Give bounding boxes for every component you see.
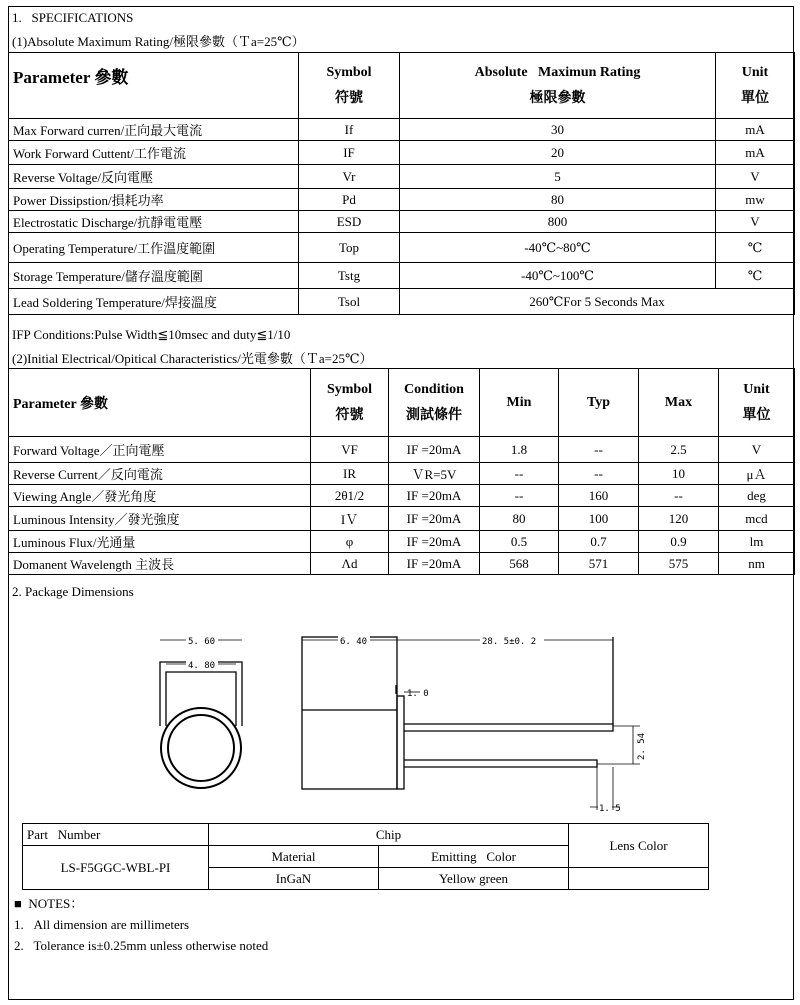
- symbol-header-zh: 符號: [335, 407, 364, 423]
- unit-cell: mw: [716, 189, 795, 211]
- front-outer-circle: [161, 708, 241, 788]
- symbol-cell: IＶ: [311, 507, 389, 531]
- min-cell: 568: [480, 553, 559, 575]
- unit-cell: μＡ: [719, 463, 795, 485]
- dim-lead-len: 28. 5±0. 2: [482, 637, 537, 647]
- parameter-cell: Operating Temperature/工作溫度範圍: [9, 233, 299, 263]
- parameter-cell: Storage Temperature/儲存溫度範圍: [9, 263, 299, 289]
- condition-cell: IF =20mA: [389, 507, 480, 531]
- max-cell: 0.9: [639, 531, 719, 553]
- side-flange: [397, 696, 404, 789]
- side-body: [302, 637, 397, 789]
- section-2-subtitle: (2)Initial Electrical/Opitical Characteristics/光電參數（Ｔa=25℃）: [12, 351, 373, 366]
- symbol-header-en: Symbol: [326, 381, 373, 397]
- rating-cell: -40℃~100℃: [400, 263, 716, 289]
- material-value: InGaN: [209, 868, 379, 890]
- table-header-row: [9, 369, 795, 437]
- min-header: Min: [480, 369, 559, 437]
- parameter-cell: Electrostatic Discharge/抗靜電電壓: [9, 211, 299, 233]
- parameter-cell: Reverse Voltage/反向電壓: [9, 165, 299, 189]
- parameter-header: Parameter 參數: [13, 68, 129, 87]
- max-cell: 575: [639, 553, 719, 575]
- rating-cell: -40℃~80℃: [400, 233, 716, 263]
- condition-header-en: Condition: [404, 381, 464, 397]
- absolute-max-rating-table: [8, 52, 795, 315]
- parameter-cell: Lead Soldering Temperature/焊接溫度: [9, 289, 299, 315]
- parameter-cell: Domanent Wavelength 主波長: [9, 553, 311, 575]
- symbol-cell: IF: [299, 141, 400, 165]
- table-row: [9, 437, 795, 463]
- unit-cell: ℃: [716, 233, 795, 263]
- symbol-cell: Tstg: [299, 263, 400, 289]
- table-body: [9, 119, 795, 315]
- table-row: [9, 189, 795, 211]
- max-cell: 10: [639, 463, 719, 485]
- symbol-cell: ESD: [299, 211, 400, 233]
- condition-cell: IF =20mA: [389, 485, 480, 507]
- rating-cell: 260℃For 5 Seconds Max: [400, 289, 795, 315]
- unit-cell: ℃: [716, 263, 795, 289]
- table-row: [9, 507, 795, 531]
- section-1-subtitle: (1)Absolute Maximum Rating/極限參數（Ｔa=25℃）: [12, 34, 305, 49]
- table-body: [9, 437, 795, 575]
- table-header-row: [9, 53, 795, 119]
- unit-cell: deg: [719, 485, 795, 507]
- parameter-header: Parameter 參數: [13, 396, 108, 412]
- condition-header-zh: 測試條件: [406, 407, 462, 423]
- condition-cell: IF =20mA: [389, 531, 480, 553]
- parameter-cell: Power Dissipstion/損耗功率: [9, 189, 299, 211]
- unit-cell: V: [716, 165, 795, 189]
- table-row: [9, 289, 795, 315]
- note-item: 2. Tolerance is±0.25mm unless otherwise noted: [14, 938, 269, 953]
- min-cell: --: [480, 485, 559, 507]
- symbol-cell: Pd: [299, 189, 400, 211]
- table-row: [23, 824, 709, 846]
- symbol-cell: φ: [311, 531, 389, 553]
- parameter-cell: Luminous Flux/光通量: [9, 531, 311, 553]
- max-cell: 2.5: [639, 437, 719, 463]
- dim-flange: 1. 0: [407, 689, 429, 699]
- rating-header-en: Absolute Maximun Rating: [474, 64, 641, 80]
- min-cell: 1.8: [480, 437, 559, 463]
- parameter-cell: Reverse Current／反向電流: [9, 463, 311, 485]
- parameter-cell: Max Forward curren/正向最大電流: [9, 119, 299, 141]
- typ-header: Typ: [559, 369, 639, 437]
- parameter-cell: Work Forward Cuttent/工作電流: [9, 141, 299, 165]
- table-row: [9, 485, 795, 507]
- table-row: [9, 463, 795, 485]
- lens-color-value: [569, 868, 709, 890]
- rating-header-zh: 極限參數: [529, 90, 586, 106]
- symbol-cell: If: [299, 119, 400, 141]
- unit-header-zh: 單位: [742, 407, 771, 423]
- unit-header-zh: 單位: [741, 90, 769, 106]
- min-cell: --: [480, 463, 559, 485]
- symbol-cell: VF: [311, 437, 389, 463]
- typ-cell: 571: [559, 553, 639, 575]
- min-cell: 80: [480, 507, 559, 531]
- front-inner-circle: [168, 715, 234, 781]
- section-3-title: 2. Package Dimensions: [12, 584, 134, 599]
- package-dimension-drawing: [0, 600, 800, 820]
- unit-cell: lm: [719, 531, 795, 553]
- dim-body-len: 6. 40: [340, 637, 368, 647]
- dim-lead-offset: 1. 5: [599, 804, 621, 814]
- typ-cell: 100: [559, 507, 639, 531]
- note-item: 1. All dimension are millimeters: [14, 917, 190, 932]
- emitting-color-label: Emitting Color: [379, 846, 569, 868]
- part-number-label: Part Number: [23, 824, 209, 846]
- rating-cell: 5: [400, 165, 716, 189]
- parameter-cell: Luminous Intensity／發光強度: [9, 507, 311, 531]
- rating-cell: 30: [400, 119, 716, 141]
- part-number-value: LS-F5GGC-WBL-PI: [23, 846, 209, 890]
- symbol-header-zh: 符號: [335, 90, 363, 106]
- unit-cell: nm: [719, 553, 795, 575]
- lead-1: [404, 724, 613, 731]
- rating-cell: 20: [400, 141, 716, 165]
- electro-optical-table: [8, 368, 795, 575]
- table-row: [9, 141, 795, 165]
- table-row: [9, 165, 795, 189]
- symbol-cell: Vr: [299, 165, 400, 189]
- table-row: [9, 263, 795, 289]
- rating-cell: 80: [400, 189, 716, 211]
- condition-cell: ＶR=5V: [389, 463, 480, 485]
- emitting-color-value: Yellow green: [379, 868, 569, 890]
- notes-title: ■ NOTES：: [14, 896, 84, 911]
- lens-color-label: Lens Color: [569, 824, 709, 868]
- chip-label: Chip: [209, 824, 569, 846]
- typ-cell: 160: [559, 485, 639, 507]
- table-row: [9, 531, 795, 553]
- ifp-note: IFP Conditions:Pulse Width≦10msec and duty≦1/10: [12, 327, 291, 342]
- parameter-cell: Forward Voltage／正向電壓: [9, 437, 311, 463]
- lead-2: [404, 760, 597, 767]
- unit-cell: mA: [716, 141, 795, 165]
- symbol-cell: 2θ1/2: [311, 485, 389, 507]
- unit-header-en: Unit: [741, 64, 769, 80]
- dim-inner-dia: 4. 80: [188, 661, 216, 671]
- symbol-cell: Λd: [311, 553, 389, 575]
- typ-cell: --: [559, 437, 639, 463]
- section-1-title: 1. SPECIFICATIONS: [12, 10, 134, 25]
- unit-cell: V: [716, 211, 795, 233]
- rating-cell: 800: [400, 211, 716, 233]
- table-row: [9, 553, 795, 575]
- typ-cell: 0.7: [559, 531, 639, 553]
- table-row: [9, 233, 795, 263]
- typ-cell: --: [559, 463, 639, 485]
- max-header: Max: [639, 369, 719, 437]
- front-inner-outline: [166, 672, 236, 726]
- table-row: [9, 119, 795, 141]
- unit-cell: mA: [716, 119, 795, 141]
- material-label: Material: [209, 846, 379, 868]
- unit-header-en: Unit: [743, 381, 770, 397]
- max-cell: 120: [639, 507, 719, 531]
- symbol-cell: Tsol: [299, 289, 400, 315]
- dim-lead-spacing: 2. 54: [637, 732, 647, 760]
- parameter-cell: Viewing Angle／發光角度: [9, 485, 311, 507]
- min-cell: 0.5: [480, 531, 559, 553]
- unit-cell: V: [719, 437, 795, 463]
- unit-cell: mcd: [719, 507, 795, 531]
- symbol-cell: Top: [299, 233, 400, 263]
- part-number-table: [22, 823, 709, 890]
- table-row: [9, 211, 795, 233]
- condition-cell: IF =20mA: [389, 437, 480, 463]
- dim-outer-dia: 5. 60: [188, 637, 216, 647]
- symbol-cell: IR: [311, 463, 389, 485]
- condition-cell: IF =20mA: [389, 553, 480, 575]
- max-cell: --: [639, 485, 719, 507]
- symbol-header-en: Symbol: [326, 64, 372, 80]
